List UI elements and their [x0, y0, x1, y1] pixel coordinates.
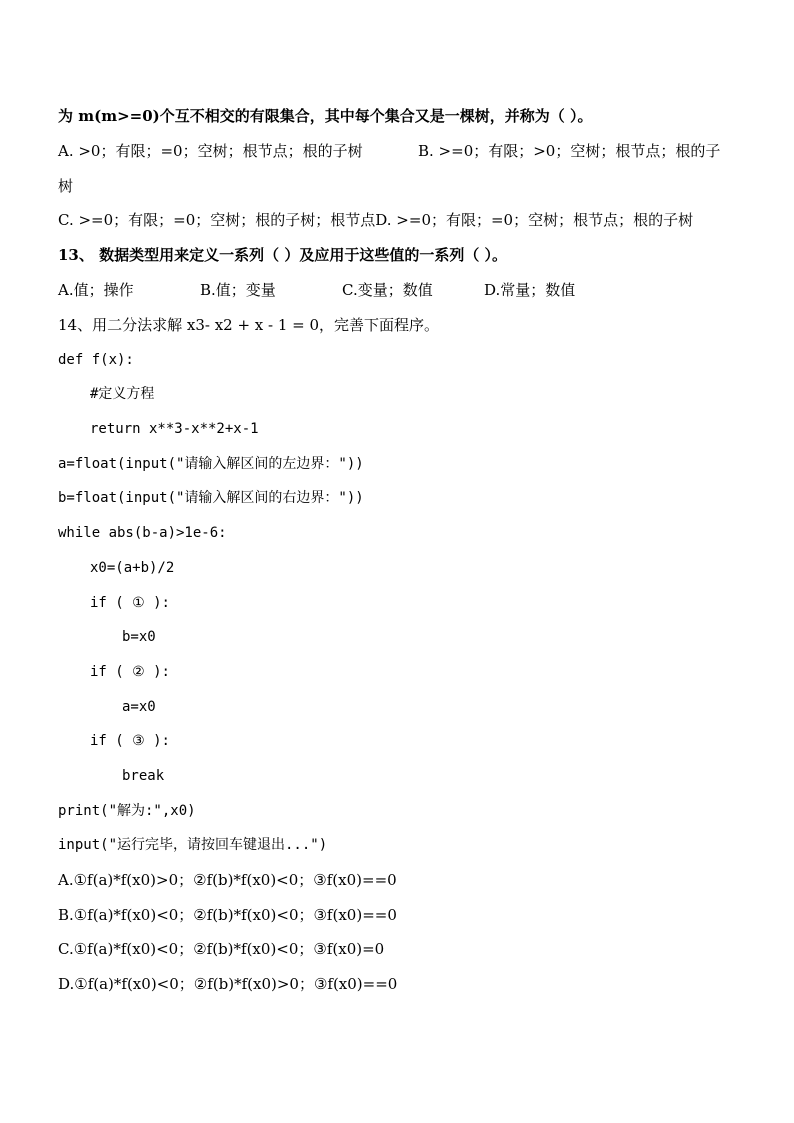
- code-line: a=float(input("请输入解区间的左边界：")): [58, 456, 364, 472]
- q12-options-ab: [58, 139, 754, 163]
- q12-option-c: C. >=0；有限；=0；空树；根的子树；根节点: [58, 211, 376, 229]
- code-line: if ( ② ):: [90, 664, 170, 680]
- q13-stem: 13、 数据类型用来定义一系列（ ）及应用于这些值的一系列（ ）。: [58, 246, 508, 264]
- q12-option-a: A. >0；有限；=0；空树；根节点；根的子树: [58, 142, 363, 160]
- q13-option-c: C.变量；数值: [342, 281, 433, 299]
- q14-option-a: A.①f(a)*f(x0)>0；②f(b)*f(x0)<0；③f(x0)==0: [58, 871, 397, 889]
- code-line: b=float(input("请输入解区间的右边界：")): [58, 490, 364, 506]
- q13-option-d: D.常量；数值: [484, 281, 576, 299]
- q13-options: [58, 278, 754, 302]
- code-line: while abs(b-a)>1e-6:: [58, 525, 227, 541]
- q12-option-b: B. >=0；有限；>0；空树；根节点；根的子: [418, 142, 721, 160]
- q12-option-d: D. >=0；有限；=0；空树；根节点；根的子树: [375, 211, 694, 229]
- q12-option-b-wrap: 树: [58, 177, 74, 195]
- code-line: b=x0: [122, 629, 156, 645]
- q14-option-c: C.①f(a)*f(x0)<0；②f(b)*f(x0)<0；③f(x0)=0: [58, 940, 385, 958]
- code-line: if ( ③ ):: [90, 733, 170, 749]
- code-line: x0=(a+b)/2: [90, 560, 175, 576]
- code-line: return x**3-x**2+x-1: [90, 421, 259, 437]
- q13-option-a: A.值；操作: [58, 281, 134, 299]
- q14-option-b: B.①f(a)*f(x0)<0；②f(b)*f(x0)<0；③f(x0)==0: [58, 906, 397, 924]
- code-line: input("运行完毕，请按回车键退出..."): [58, 837, 328, 853]
- q13-option-b: B.值；变量: [200, 281, 276, 299]
- code-line: print("解为:",x0): [58, 803, 196, 819]
- q14-option-d: D.①f(a)*f(x0)<0；②f(b)*f(x0)>0；③f(x0)==0: [58, 975, 398, 993]
- code-line: a=x0: [122, 699, 156, 715]
- code-line: def f(x):: [58, 352, 134, 368]
- q12-options-cd: [58, 208, 754, 232]
- q14-stem: 14、用二分法求解 x3- x2 + x - 1 = 0，完善下面程序。: [58, 316, 440, 334]
- code-line: if ( ① ):: [90, 595, 170, 611]
- q12-stem-end: 为 m(m>=0)个互不相交的有限集合，其中每个集合又是一棵树，并称为（ ）。: [58, 107, 593, 125]
- code-line: break: [122, 768, 165, 784]
- code-line: #定义方程: [90, 386, 155, 402]
